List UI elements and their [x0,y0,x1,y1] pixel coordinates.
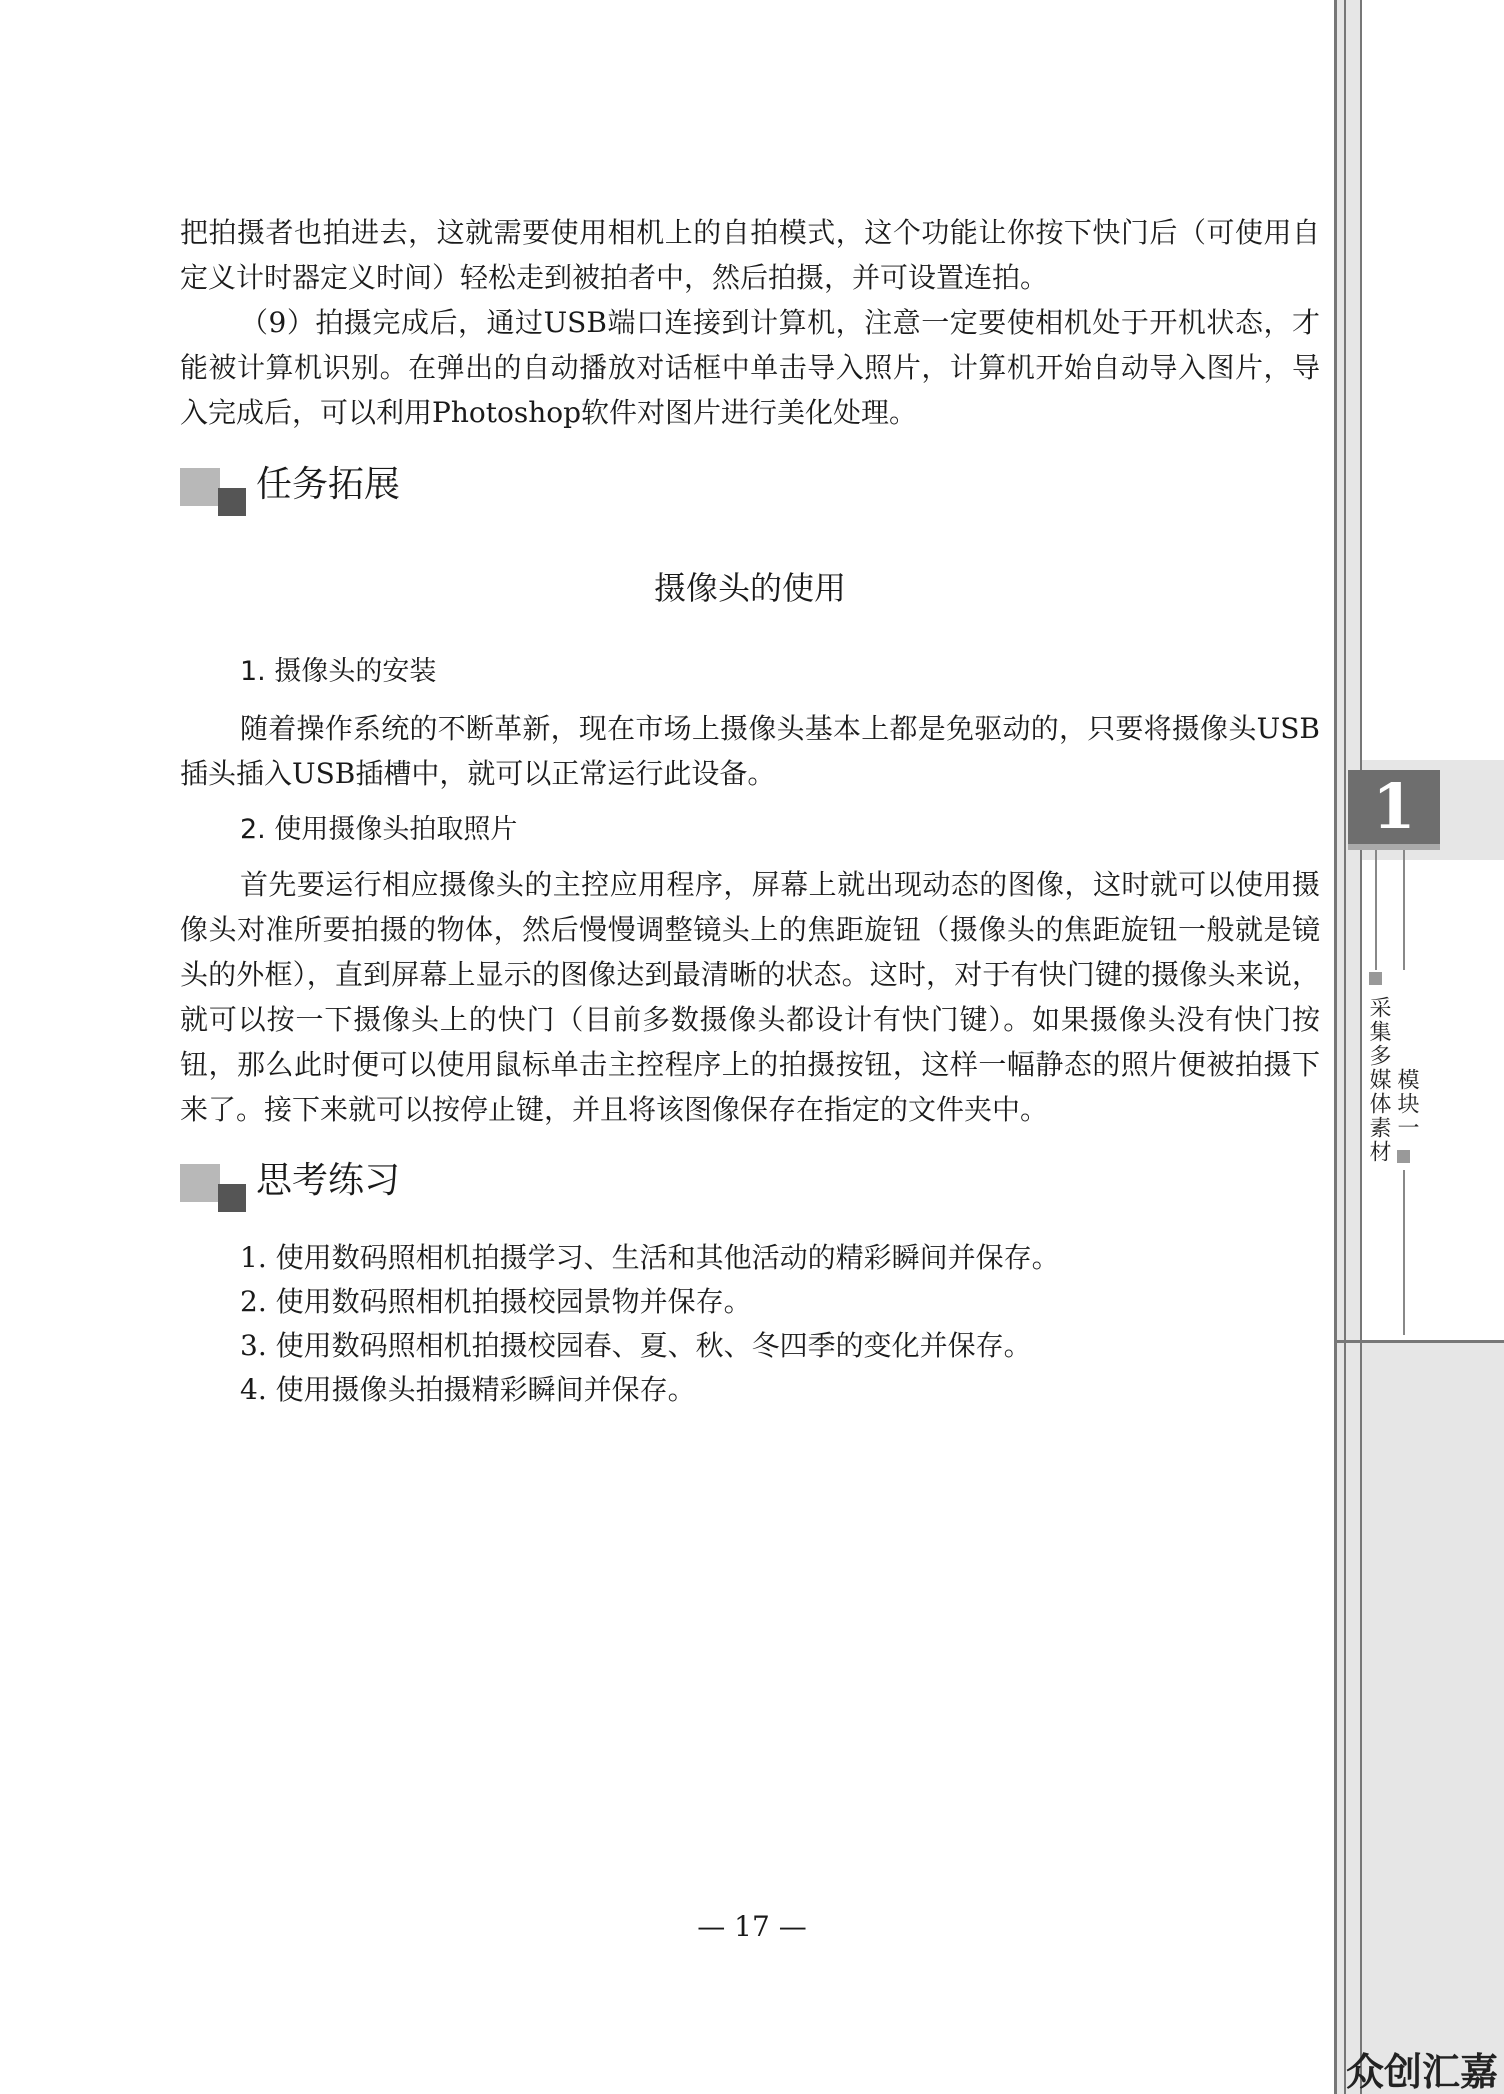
side-vertical-rule [1375,850,1377,970]
watermark-logo: 众创汇嘉 [1346,2050,1499,2094]
paragraph-capture: 首先要运行相应摄像头的主控应用程序，屏幕上就出现动态的图像，这时就可以使用摄像头对准所要拍摄的物体，然后慢慢调整镜头上的焦距旋钮（摄像头的焦距旋钮一般就是镜头的外框），直到屏幕上显示的图像达到最清晰的状态。这时，对于有快门键的摄像头来说，就可以按一下摄像头上的快门（目前多数摄像头都设计有快门键）。如果摄像头没有快门按钮，那么此时便可以使用鼠标单击主控程序上的拍摄按钮，这样一幅静态的照片便被拍摄下来了。接下来就可以按停止键，并且将该图像保存在指定的文件夹中。 [180,868,1320,1126]
exercise-item: 4. 使用摄像头拍摄精彩瞬间并保存。 [240,1373,696,1406]
side-white-top [1362,0,1504,760]
paragraph-self-timer: 把拍摄者也拍进去，这就需要使用相机上的自拍模式，这个功能让你按下快门后（可使用自定义计时器定义时间）轻松走到被拍者中，然后拍摄，并可设置连拍。 [180,216,1320,294]
heading-square-light [180,1164,220,1202]
side-horizontal-rule [1334,1340,1504,1343]
module-tab-number: 1 [1372,770,1416,843]
section-heading-exercises [180,1156,580,1226]
subheading-install: 1. 摄像头的安装 [240,656,437,687]
page-number: — 17 — [697,1910,807,1943]
heading-square-dark [218,488,246,516]
side-marker-square [1369,972,1382,985]
article-title: 摄像头的使用 [653,569,846,607]
exercise-item: 1. 使用数码照相机拍摄学习、生活和其他活动的精彩瞬间并保存。 [240,1241,1060,1274]
exercise-item: 3. 使用数码照相机拍摄校园春、夏、秋、冬四季的变化并保存。 [240,1329,1032,1362]
side-vertical-rule [1403,1170,1405,1335]
side-border-line [1334,0,1337,2094]
exercise-item: 2. 使用数码照相机拍摄校园景物并保存。 [240,1285,752,1318]
module-tab [1348,770,1440,844]
side-marker-square [1397,1150,1410,1163]
paragraph-install: 随着操作系统的不断革新，现在市场上摄像头基本上都是免驱动的，只要将摄像头USB插头插入USB插槽中，就可以正常运行此设备。 [180,712,1320,790]
module-tab-underline [1348,844,1440,850]
side-border-line-inner [1344,0,1346,2094]
section-heading-task-extension [180,460,580,530]
section-title: 思考练习 [256,1160,401,1201]
module-title-vertical: 采集多媒体素材 [1366,996,1391,1164]
subheading-capture: 2. 使用摄像头拍取照片 [240,814,518,845]
heading-square-dark [218,1184,246,1212]
heading-square-light [180,468,220,506]
module-label-vertical: 模块一 [1394,1068,1419,1140]
side-vertical-rule [1403,850,1405,970]
section-title: 任务拓展 [256,464,401,505]
paragraph-usb-transfer: （9）拍摄完成后，通过USB端口连接到计算机，注意一定要使相机处于开机状态，才能被计算机识别。在弹出的自动播放对话框中单击导入照片，计算机开始自动导入图片，导入完成后，可以利用Photoshop软件对图片进行美化处理。 [180,306,1320,429]
